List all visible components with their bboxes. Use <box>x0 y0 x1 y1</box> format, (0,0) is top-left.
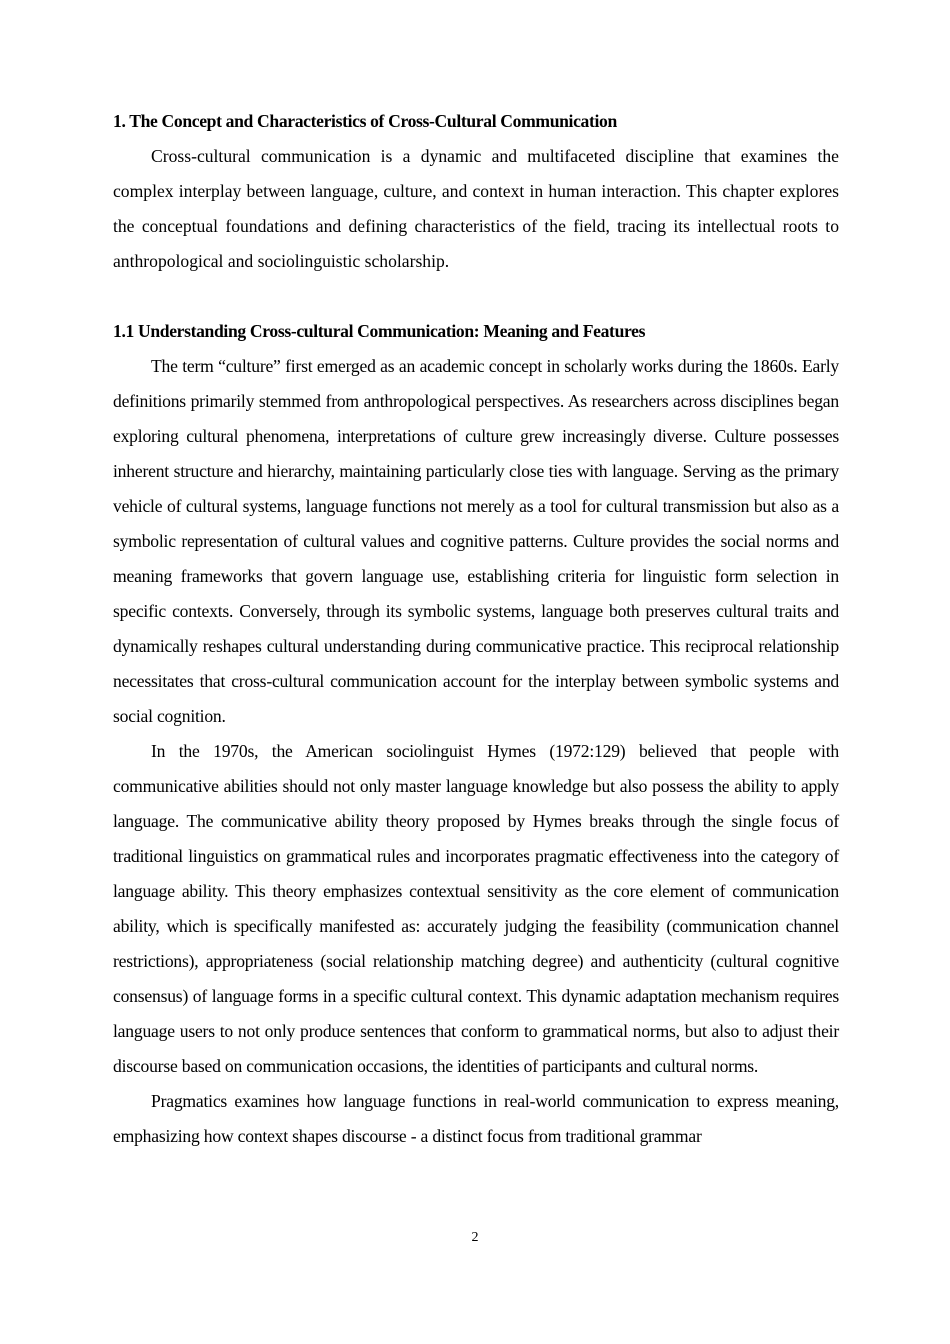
paragraph-hymes-theory: In the 1970s, the American sociolinguist Hymes (1972:129) believed that people with communicative abilities should not only master language knowledge but also possess the ability to apply language. The communicative ability theory proposed by Hymes breaks through the single focus of traditional linguistics on grammatical rules and incorporates pragmatic effectiveness into the category of language ability. This theory emphasizes contextual sensitivity as the core element of communication ability, which is specifically manifested as: accurately judging the feasibility (communication channel restrictions), appropriateness (social relationship matching degree) and authenticity (cultural cognitive consensus) of language forms in a specific cultural context. This dynamic adaptation mechanism requires language users to not only produce sentences that conform to grammatical norms, but also to adjust their discourse based on communication occasions, the identities of participants and cultural norms. <box>113 741 839 1076</box>
paragraph-pragmatics: Pragmatics examines how language functions in real-world communication to express meaning, emphasizing how context shapes discourse - a distinct focus from traditional grammar <box>113 1091 839 1146</box>
section-heading-1-1: 1.1 Understanding Cross-cultural Communication: Meaning and Features <box>113 321 646 341</box>
section-heading-1: 1. The Concept and Characteristics of Cross-Cultural Communication <box>113 111 617 131</box>
page-footer <box>0 1228 950 1248</box>
paragraph-culture-definition: The term “culture” first emerged as an academic concept in scholarly works during the 1860s. Early definitions primarily stemmed from anthropological perspectives. As researchers across disciplines began exploring cultural phenomena, interpretations of culture grew increasingly diverse. Culture possesses inherent structure and hierarchy, maintaining particularly close ties with language. Serving as the primary vehicle of cultural systems, language functions not merely as a tool for cultural transmission but also as a symbolic representation of cultural values and cognitive patterns. Culture provides the social norms and meaning frameworks that govern language use, establishing criteria for linguistic form selection in specific contexts. Conversely, through its symbolic systems, language both preserves cultural traits and dynamically reshapes cultural understanding during communicative practice. This reciprocal relationship necessitates that cross-cultural communication account for the interplay between symbolic systems and social cognition. <box>113 356 839 726</box>
paragraph-intro: Cross-cultural communication is a dynamic and multifaceted discipline that examines the complex interplay between language, culture, and context in human interaction. This chapter explores the conceptual foundations and defining characteristics of the field, tracing its intellectual roots to anthropological and sociolinguistic scholarship. <box>113 146 839 271</box>
page-number: 2 <box>471 1230 479 1245</box>
page-content <box>113 104 839 1154</box>
